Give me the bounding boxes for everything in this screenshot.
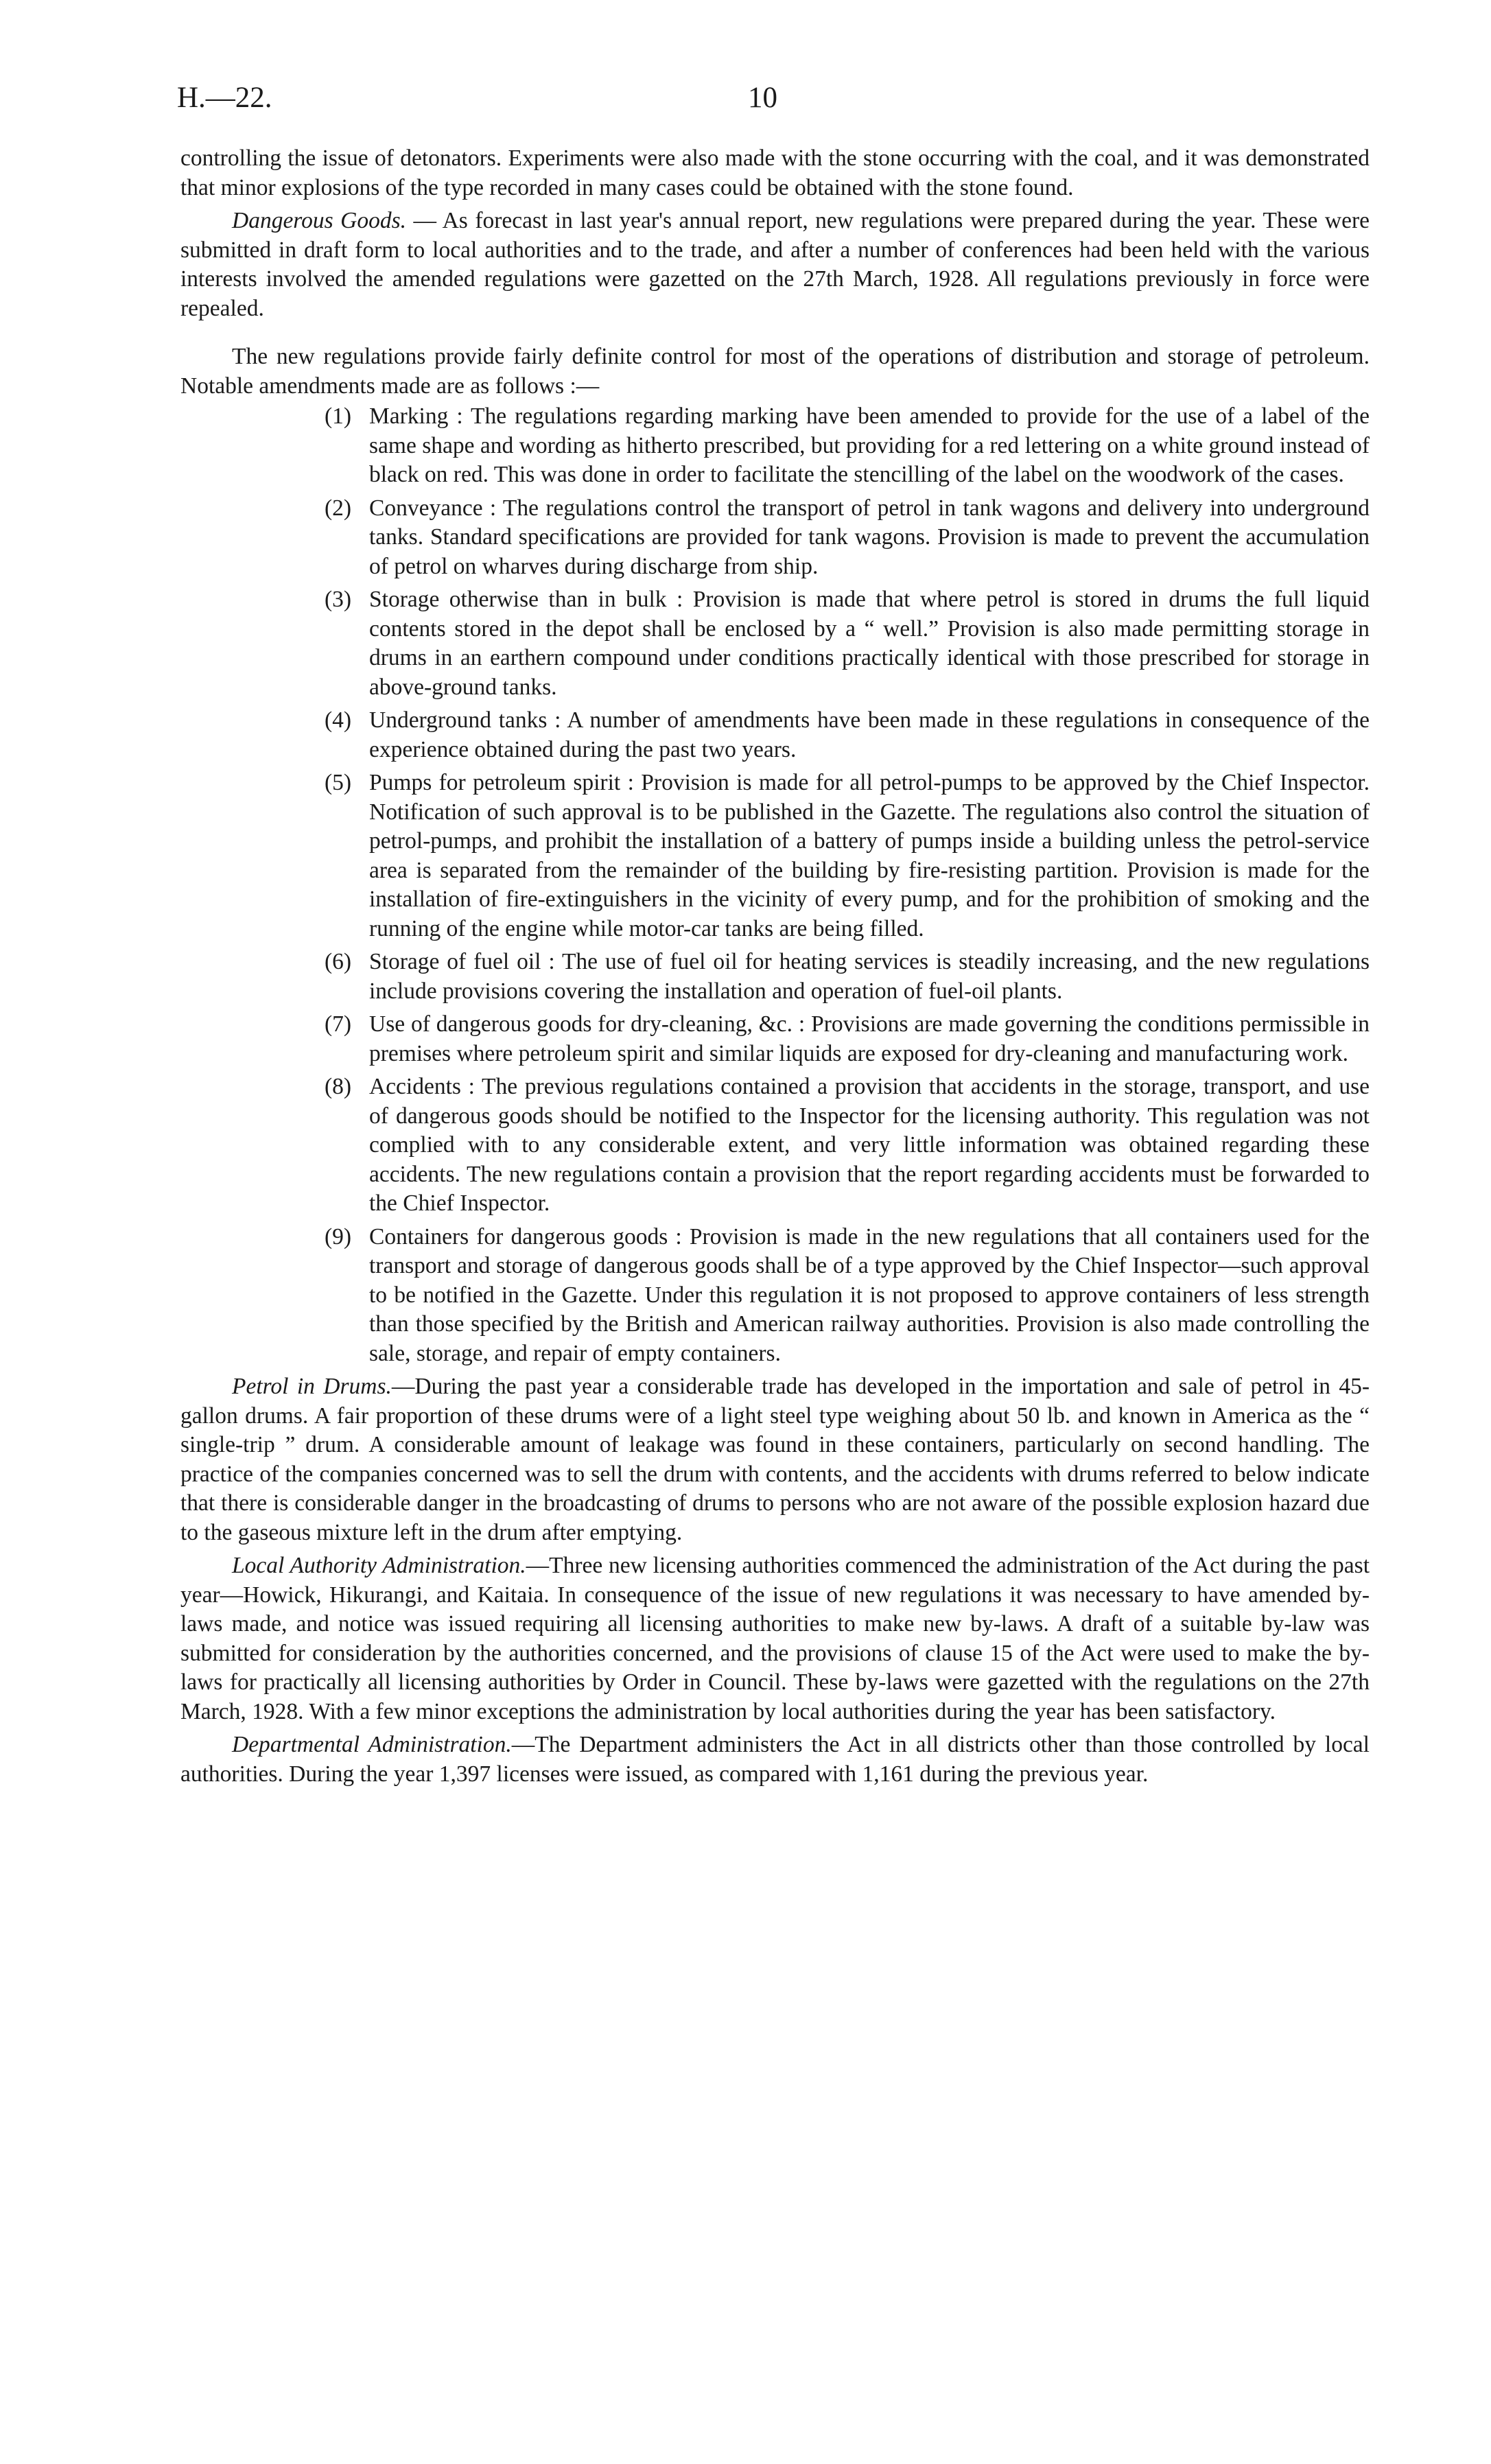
amendment-item xyxy=(180,706,1370,764)
amendment-item xyxy=(180,402,1370,490)
amendment-text: Underground tanks : A number of amendments have been made in these regulations in consequence of the experience obtained during the past two years. xyxy=(369,707,1370,762)
amendment-number: (5) xyxy=(325,770,352,795)
page-number: 10 xyxy=(748,82,777,114)
departmental-paragraph xyxy=(180,1730,1370,1789)
amendment-item xyxy=(180,585,1370,702)
amendment-number: (4) xyxy=(325,707,352,733)
regulations-intro-paragraph: The new regulations provide fairly definite control for most of the operations of distribution and storage of petroleum. Notable amendments made are as follows :— xyxy=(180,344,1370,399)
departmental-text: —The Department administers the Act in all districts other than those controlled by local authorities. During the year 1,397 licenses were issued, as compared with 1,161 during the previous year. xyxy=(180,1732,1370,1787)
amendment-number: (2) xyxy=(325,495,352,521)
amendment-number: (9) xyxy=(325,1223,352,1249)
amendment-item xyxy=(180,1223,1370,1369)
amendment-text: Containers for dangerous goods : Provision is made in the new regulations that all containers used for the transport and storage of dangerous goods shall be of a type approved by the Chief Inspector—such approval to be notified in the Gazette. Under this regulation it is not proposed to approve containers of less strength than those specified by the British and American railway authorities. Provision is also made controlling the sale, storage, and repair of empty containers. xyxy=(369,1223,1370,1366)
amendment-number: (1) xyxy=(325,403,352,429)
amendment-text: Pumps for petroleum spirit : Provision is made for all petrol-pumps to be approved by the Chief Inspector. Notification of such approval is to be published in the Gazette. The regulations also control the situation of petrol-pumps, and prohibit the installation of a battery of pumps inside a building unless the petrol-service area is separated from the remainder of the building by fire-resisting partition. Provision is made for the installation of fire-extinguishers in the vicinity of every pump, and for the prohibition of smoking and the running of the engine while motor-car tanks are being filled. xyxy=(369,770,1370,941)
amendments-list xyxy=(180,402,1370,1368)
amendment-text: Conveyance : The regulations control the transport of petrol in tank wagons and delivery into underground tanks. Standard specifications are provided for tank wagons. Provision is made to prevent the accumulation of petrol on wharves during discharge from ship. xyxy=(369,495,1370,579)
amendment-number: (8) xyxy=(325,1074,352,1099)
continuation-paragraph: controlling the issue of detonators. Experiments were also made with the stone occurring with the coal, and it was demonstrated that minor explosions of the type recorded in many cases could be obtained with the stone found. xyxy=(180,145,1370,200)
amendment-item xyxy=(180,1072,1370,1219)
amendment-item xyxy=(180,768,1370,943)
amendment-item xyxy=(180,1010,1370,1068)
document-body xyxy=(180,144,1370,1789)
dangerous-goods-text: — As forecast in last year's annual report, new regulations were prepared during the year. These were submitted in draft form to local authorities and to the trade, and after a number of conferences had been held with the various interests involved the amended regulations were gazetted on the 27th March, 1928. All regulations previously in force were repealed. xyxy=(180,208,1370,321)
petrol-in-drums-text: —During the past year a considerable trade has developed in the importation and sale of petrol in 45-gallon drums. A fair proportion of these drums were of a light steel type weighing about 50 lb. and known in America as the “ single-trip ” drum. A considerable amount of leakage was found in these containers, particularly on second handling. The practice of the companies concerned was to sell the drum with contents, and the accidents with drums referred to below indicate that there is considerable danger in the broadcasting of drums to persons who are not aware of the possible explosion hazard due to the gaseous mixture left in the drum after emptying. xyxy=(180,1374,1370,1545)
departmental-heading: Departmental Administration. xyxy=(232,1732,512,1757)
amendment-item xyxy=(180,494,1370,582)
dangerous-goods-paragraph xyxy=(180,207,1370,323)
petrol-in-drums-heading: Petrol in Drums. xyxy=(232,1374,392,1399)
amendment-text: Storage of fuel oil : The use of fuel oil for heating services is steadily increasing, and the new regulations include provisions covering the installation and operation of fuel-oil plants. xyxy=(369,949,1370,1004)
document-reference: H.—22. xyxy=(177,82,272,114)
amendment-number: (7) xyxy=(325,1011,352,1037)
amendment-item xyxy=(180,948,1370,1006)
amendment-number: (6) xyxy=(325,949,352,974)
dangerous-goods-heading: Dangerous Goods. xyxy=(232,208,406,233)
local-authority-paragraph xyxy=(180,1551,1370,1726)
local-authority-text: —Three new licensing authorities commenced the administration of the Act during the past year—Howick, Hikurangi, and Kaitaia. In consequence of the issue of new regulations it was necessary to have amended by-laws made, and notice was issued requiring all licensing authorities to make new by-laws. A draft of a suitable by-law was submitted for consideration by the authorities concerned, and the provisions of clause 15 of the Act were used to make the by-laws for practically all licensing authorities by Order in Council. These by-laws were gazetted with the regulations on the 27th March, 1928. With a few minor exceptions the administration by local authorities during the year has been satisfactory. xyxy=(180,1553,1370,1724)
amendment-text: Marking : The regulations regarding marking have been amended to provide for the use of a label of the same shape and wording as hitherto prescribed, but providing for a red lettering on a white ground instead of black on red. This was done in order to facilitate the stencilling of the label on the woodwork of the cases. xyxy=(369,403,1370,487)
amendment-text: Use of dangerous goods for dry-cleaning, &c. : Provisions are made governing the conditions permissible in premises where petroleum spirit and similar liquids are exposed for dry-cleaning and manufacturing work. xyxy=(369,1011,1370,1066)
amendment-text: Storage otherwise than in bulk : Provision is made that where petrol is stored in drums the full liquid contents stored in the depot shall be enclosed by a “ well.” Provision is also made permitting storage in drums in an earthern compound under conditions practically identical with those prescribed for storage in above-ground tanks. xyxy=(369,587,1370,700)
petrol-in-drums-paragraph xyxy=(180,1372,1370,1547)
amendment-number: (3) xyxy=(325,587,352,612)
amendment-text: Accidents : The previous regulations contained a provision that accidents in the storage, transport, and use of dangerous goods should be notified to the Inspector for the licensing authority. This regulation was not complied with to any considerable extent, and very little information was obtained regarding these accidents. The new regulations contain a provision that the report regarding accidents must be forwarded to the Chief Inspector. xyxy=(369,1074,1370,1216)
local-authority-heading: Local Authority Administration. xyxy=(232,1553,526,1578)
